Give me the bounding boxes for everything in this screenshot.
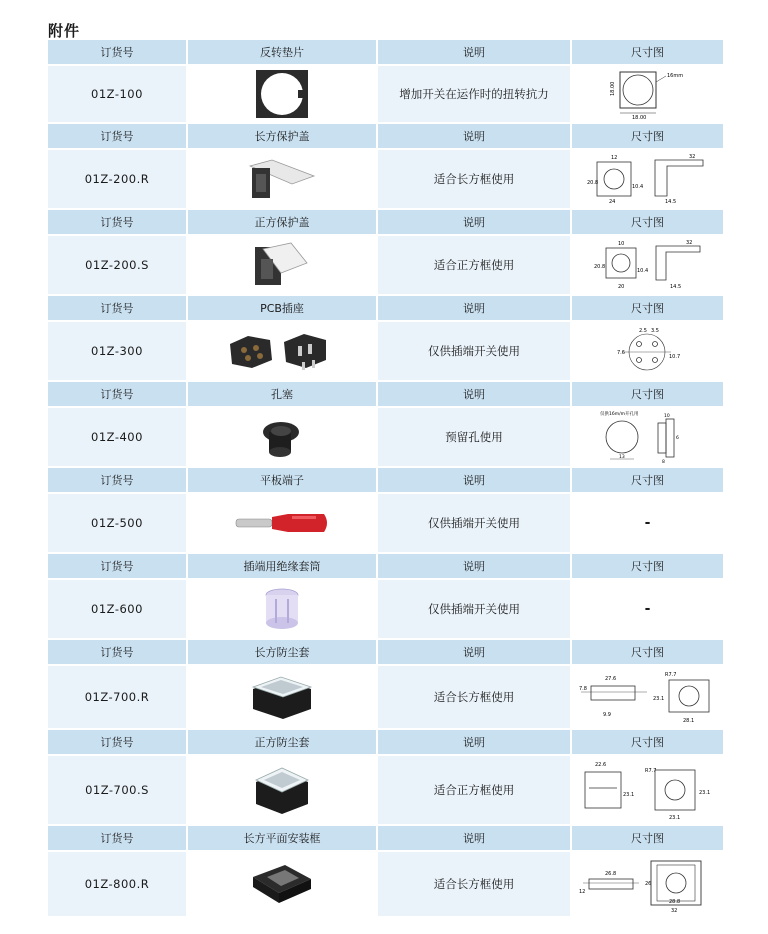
header-row xyxy=(48,210,723,234)
dim-label: 10.4 xyxy=(636,268,648,274)
header-product-name: 反转垫片 xyxy=(188,40,376,64)
dimension-placeholder: - xyxy=(572,580,723,638)
dimension-placeholder: - xyxy=(572,494,723,552)
accessory-block xyxy=(48,382,723,466)
dim-label: 20.8 xyxy=(593,264,605,270)
product-image xyxy=(188,150,376,208)
header-product-name: 长方平面安装框 xyxy=(188,826,376,850)
dim-label: 26.8 xyxy=(604,871,616,877)
accessory-block xyxy=(48,640,723,728)
dim-label: 18.00 xyxy=(631,115,646,120)
header-order-no: 订货号 xyxy=(48,382,186,406)
dim-label: 23.1 xyxy=(668,815,680,821)
header-product-name: 正方防尘套 xyxy=(188,730,376,754)
order-code: 01Z-700.R xyxy=(48,666,186,728)
dim-label: 26 xyxy=(644,881,651,887)
order-code: 01Z-600 xyxy=(48,580,186,638)
header-description: 说明 xyxy=(378,554,570,578)
product-image xyxy=(188,666,376,728)
dimension-drawing xyxy=(572,666,723,728)
dim-label: 12 xyxy=(610,155,617,161)
header-dimension: 尺寸图 xyxy=(572,40,723,64)
header-dimension: 尺寸图 xyxy=(572,468,723,492)
accessory-block xyxy=(48,296,723,380)
dim-label: 23.1 xyxy=(622,792,634,798)
page-title: 附件 xyxy=(48,22,81,40)
header-order-no: 订货号 xyxy=(48,124,186,148)
dim-label: 14.5 xyxy=(669,284,681,290)
dim-label: 24 xyxy=(608,199,615,205)
accessory-block xyxy=(48,40,723,122)
header-product-name: 插端用绝缘套筒 xyxy=(188,554,376,578)
header-dimension: 尺寸图 xyxy=(572,382,723,406)
header-description: 说明 xyxy=(378,296,570,320)
header-order-no: 订货号 xyxy=(48,468,186,492)
description-text: 仅供插端开关使用 xyxy=(378,494,570,552)
header-order-no: 订货号 xyxy=(48,210,186,234)
item-row xyxy=(48,494,723,552)
header-order-no: 订货号 xyxy=(48,730,186,754)
product-image xyxy=(188,756,376,824)
product-image xyxy=(188,236,376,294)
description-text: 仅供插端开关使用 xyxy=(378,322,570,380)
accessory-table xyxy=(48,40,723,918)
header-product-name: 正方保护盖 xyxy=(188,210,376,234)
description-text: 适合正方框使用 xyxy=(378,756,570,824)
product-image xyxy=(188,408,376,466)
header-dimension: 尺寸图 xyxy=(572,124,723,148)
header-row xyxy=(48,468,723,492)
product-image xyxy=(188,322,376,380)
description-text: 适合长方框使用 xyxy=(378,666,570,728)
dim-label: 12 xyxy=(578,889,585,895)
accessory-block xyxy=(48,210,723,294)
dim-label: 14.5 xyxy=(664,199,676,205)
item-row xyxy=(48,408,723,466)
product-image xyxy=(188,66,376,122)
dimension-drawing xyxy=(572,322,723,380)
dim-label: 10.7 xyxy=(668,354,680,360)
order-code: 01Z-100 xyxy=(48,66,186,122)
header-description: 说明 xyxy=(378,468,570,492)
header-row xyxy=(48,730,723,754)
dimension-drawing xyxy=(572,756,723,824)
header-description: 说明 xyxy=(378,40,570,64)
header-row xyxy=(48,382,723,406)
order-code: 01Z-500 xyxy=(48,494,186,552)
description-text: 增加开关在运作时的扭转抗力 xyxy=(378,66,570,122)
header-product-name: 平板端子 xyxy=(188,468,376,492)
header-dimension: 尺寸图 xyxy=(572,554,723,578)
description-text: 适合正方框使用 xyxy=(378,236,570,294)
header-product-name: 长方防尘套 xyxy=(188,640,376,664)
dim-label: 28.1 xyxy=(682,718,694,724)
dimension-drawing xyxy=(572,66,723,122)
header-dimension: 尺寸图 xyxy=(572,730,723,754)
dim-label: 10 xyxy=(663,414,670,419)
header-order-no: 订货号 xyxy=(48,296,186,320)
order-code: 01Z-400 xyxy=(48,408,186,466)
dim-label: 2.5 xyxy=(638,328,647,334)
dim-label: 32 xyxy=(670,908,677,914)
item-row xyxy=(48,852,723,916)
dim-label: 16mm xyxy=(666,73,683,79)
product-image xyxy=(188,580,376,638)
header-order-no: 订货号 xyxy=(48,826,186,850)
dim-label: 27.6 xyxy=(604,676,616,682)
accessory-block xyxy=(48,826,723,916)
dim-label: 3.5 xyxy=(650,328,659,334)
dim-label: 32 xyxy=(688,154,695,160)
header-order-no: 订货号 xyxy=(48,640,186,664)
item-row xyxy=(48,756,723,824)
header-row xyxy=(48,826,723,850)
header-dimension: 尺寸图 xyxy=(572,640,723,664)
dim-label: 20.8 xyxy=(586,180,598,186)
header-order-no: 订货号 xyxy=(48,40,186,64)
dim-label: 28.8 xyxy=(668,899,680,905)
dim-label: 10.4 xyxy=(631,184,643,190)
dim-label: 18.00 xyxy=(609,81,616,96)
header-description: 说明 xyxy=(378,826,570,850)
dimension-drawing xyxy=(572,150,723,208)
item-row xyxy=(48,66,723,122)
header-row xyxy=(48,124,723,148)
header-description: 说明 xyxy=(378,124,570,148)
header-dimension: 尺寸图 xyxy=(572,296,723,320)
description-text: 适合长方框使用 xyxy=(378,852,570,916)
dim-label: 6 xyxy=(675,436,679,441)
header-dimension: 尺寸图 xyxy=(572,826,723,850)
dim-label: 7.6 xyxy=(616,350,625,356)
dim-label: 20 xyxy=(617,284,624,290)
item-row xyxy=(48,236,723,294)
description-text: 预留孔使用 xyxy=(378,408,570,466)
header-row xyxy=(48,640,723,664)
header-product-name: 长方保护盖 xyxy=(188,124,376,148)
dim-label: 7.8 xyxy=(578,686,587,692)
header-description: 说明 xyxy=(378,382,570,406)
header-description: 说明 xyxy=(378,730,570,754)
header-product-name: 孔塞 xyxy=(188,382,376,406)
header-row xyxy=(48,296,723,320)
header-row xyxy=(48,554,723,578)
accessory-block xyxy=(48,730,723,824)
dimension-drawing xyxy=(572,408,723,466)
header-product-name: PCB插座 xyxy=(188,296,376,320)
description-text: 适合长方框使用 xyxy=(378,150,570,208)
header-description: 说明 xyxy=(378,640,570,664)
product-image xyxy=(188,494,376,552)
item-row xyxy=(48,580,723,638)
dim-label: 仅供16m/m开孔用 xyxy=(599,412,639,417)
description-text: 仅供插端开关使用 xyxy=(378,580,570,638)
item-row xyxy=(48,322,723,380)
dim-label: 8 xyxy=(661,460,665,465)
dim-label: R7.7 xyxy=(664,672,676,678)
header-row xyxy=(48,40,723,64)
product-image xyxy=(188,852,376,916)
header-order-no: 订货号 xyxy=(48,554,186,578)
accessory-block xyxy=(48,468,723,552)
header-dimension: 尺寸图 xyxy=(572,210,723,234)
dim-label: 13 xyxy=(618,455,625,460)
order-code: 01Z-800.R xyxy=(48,852,186,916)
accessory-block xyxy=(48,554,723,638)
accessory-block xyxy=(48,124,723,208)
order-code: 01Z-200.S xyxy=(48,236,186,294)
dim-label: 23.1 xyxy=(652,696,664,702)
order-code: 01Z-700.S xyxy=(48,756,186,824)
dim-label: 32 xyxy=(685,240,692,246)
dimension-drawing xyxy=(572,852,723,916)
item-row xyxy=(48,666,723,728)
order-code: 01Z-200.R xyxy=(48,150,186,208)
dim-label: 23.1 xyxy=(698,790,710,796)
dim-label: 22.6 xyxy=(594,762,606,768)
dim-label: R7.7 xyxy=(644,768,656,774)
item-row xyxy=(48,150,723,208)
header-description: 说明 xyxy=(378,210,570,234)
dim-label: 9.9 xyxy=(602,712,611,718)
dimension-drawing xyxy=(572,236,723,294)
dim-label: 10 xyxy=(617,241,624,247)
order-code: 01Z-300 xyxy=(48,322,186,380)
